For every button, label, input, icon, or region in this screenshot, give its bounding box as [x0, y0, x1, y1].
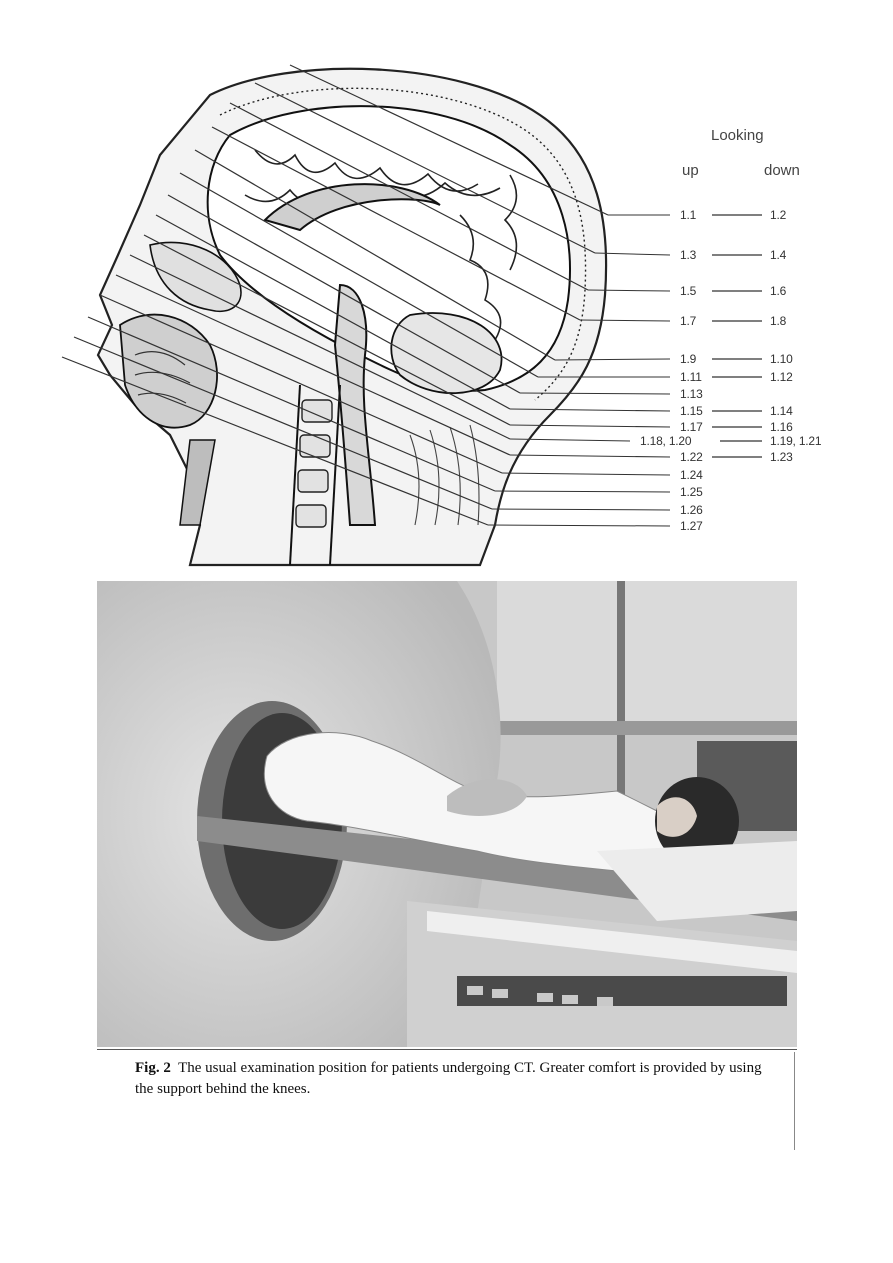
figure-label: Fig. 2	[135, 1060, 171, 1076]
looking-header: Looking	[711, 127, 764, 144]
label-down: 1.23	[770, 450, 793, 464]
label-up: 1.13	[680, 387, 703, 401]
label-down: 1.14	[770, 404, 793, 418]
label-down: 1.12	[770, 370, 793, 384]
caption-rule	[97, 1049, 797, 1050]
label-up: 1.27	[680, 519, 703, 533]
label-up: 1.26	[680, 503, 703, 517]
down-header: down	[764, 162, 800, 179]
label-down: 1.19, 1.21	[770, 434, 822, 448]
label-up: 1.9	[680, 352, 697, 366]
label-up: 1.24	[680, 468, 703, 482]
label-up: 1.7	[680, 314, 697, 328]
label-down: 1.8	[770, 314, 787, 328]
label-down: 1.16	[770, 420, 793, 434]
figure-caption	[135, 1058, 775, 1100]
label-up: 1.17	[680, 420, 703, 434]
label-up: 1.25	[680, 485, 703, 499]
label-up: 1.22	[680, 450, 703, 464]
caption-side-rule	[794, 1052, 795, 1150]
label-down: 1.10	[770, 352, 793, 366]
label-up: 1.18, 1.20	[640, 434, 692, 448]
up-header: up	[682, 162, 699, 179]
label-up: 1.15	[680, 404, 703, 418]
ct-scanner-illustration	[97, 581, 797, 1047]
label-down: 1.4	[770, 248, 787, 262]
label-up: 1.11	[680, 370, 702, 384]
ct-exam-photo	[97, 581, 797, 1047]
label-up: 1.1	[680, 208, 697, 222]
caption-text: The usual examination position for patients undergoing CT. Greater comfort is provided by using the support behind the knees.	[135, 1060, 762, 1097]
label-down: 1.6	[770, 284, 787, 298]
label-down: 1.2	[770, 208, 787, 222]
label-up: 1.3	[680, 248, 697, 262]
sagittal-head-diagram	[40, 55, 860, 570]
label-up: 1.5	[680, 284, 697, 298]
